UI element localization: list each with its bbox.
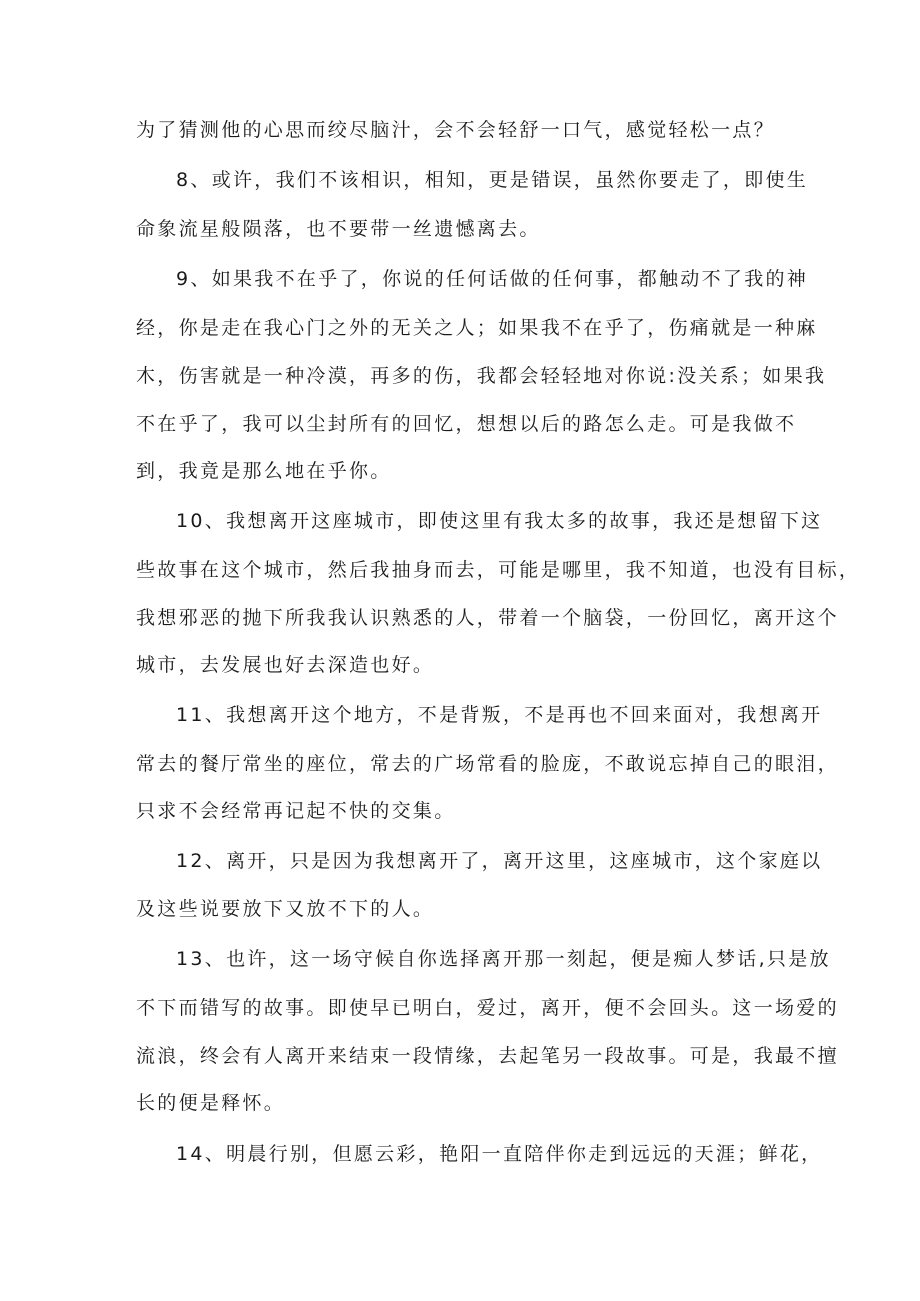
- item-13-line-1: 13、也许，这一场守候自你选择离开那一刻起，便是痴人梦话,只是放: [176, 948, 831, 970]
- item-8-line-2: 命象流星般陨落，也不要带一丝遗憾离去。: [136, 218, 541, 240]
- item-12-line-2: 及这些说要放下又放不下的人。: [136, 898, 435, 920]
- item-10-line-3: 我想邪恶的抛下所我我认识熟悉的人，带着一个脑袋，一份回忆，离开这个: [136, 607, 839, 629]
- item-13-line-3: 流浪，终会有人离开来结束一段情缘，去起笔另一段故事。可是，我最不擅: [136, 1045, 839, 1067]
- item-9-line-1: 9、如果我不在乎了，你说的任何话做的任何事，都触动不了我的神: [176, 268, 809, 290]
- item-11-line-3: 只求不会经常再记起不快的交集。: [136, 800, 456, 822]
- item-9-line-2: 经，你是走在我心门之外的无关之人；如果我不在乎了，伤痛就是一种麻: [136, 317, 818, 339]
- item-11-line-2: 常去的餐厅常坐的座位，常去的广场常看的脸庞，不敢说忘掉自己的眼泪，: [136, 753, 839, 775]
- item-10-line-4: 城市，去发展也好去深造也好。: [136, 654, 435, 676]
- item-13-line-2: 不下而错写的故事。即使早已明白，爱过，离开，便不会回头。这一场爱的: [136, 997, 839, 1019]
- item-14-line-1: 14、明晨行别，但愿云彩，艳阳一直陪伴你走到远远的天涯；鲜花，: [176, 1143, 823, 1165]
- item-13-line-4: 长的便是释怀。: [136, 1092, 286, 1114]
- item-8-line-1: 8、或许，我们不该相识，相知，更是错误，虽然你要走了，即使生: [176, 169, 809, 191]
- item-10-line-1: 10、我想离开这座城市，即使这里有我太多的故事，我还是想留下这: [176, 510, 823, 532]
- item-11-line-1: 11、我想离开这个地方，不是背叛，不是再也不回来面对，我想离开: [176, 704, 823, 726]
- item-10-line-2: 些故事在这个城市，然后我抽身而去，可能是哪里，我不知道，也没有目标，: [136, 559, 861, 581]
- item-9-line-4: 不在乎了，我可以尘封所有的回忆，想想以后的路怎么走。可是我做不: [136, 413, 797, 435]
- item-9-line-5: 到，我竟是那么地在乎你。: [136, 460, 392, 482]
- text-line-1: 为了猜测他的心思而绞尽脑汁，会不会轻舒一口气，感觉轻松一点？: [136, 119, 776, 141]
- item-12-line-1: 12、离开，只是因为我想离开了，离开这里，这座城市，这个家庭以: [176, 850, 823, 872]
- item-9-line-3: 木，伤害就是一种冷漠，再多的伤，我都会轻轻地对你说:没关系；如果我: [136, 365, 827, 387]
